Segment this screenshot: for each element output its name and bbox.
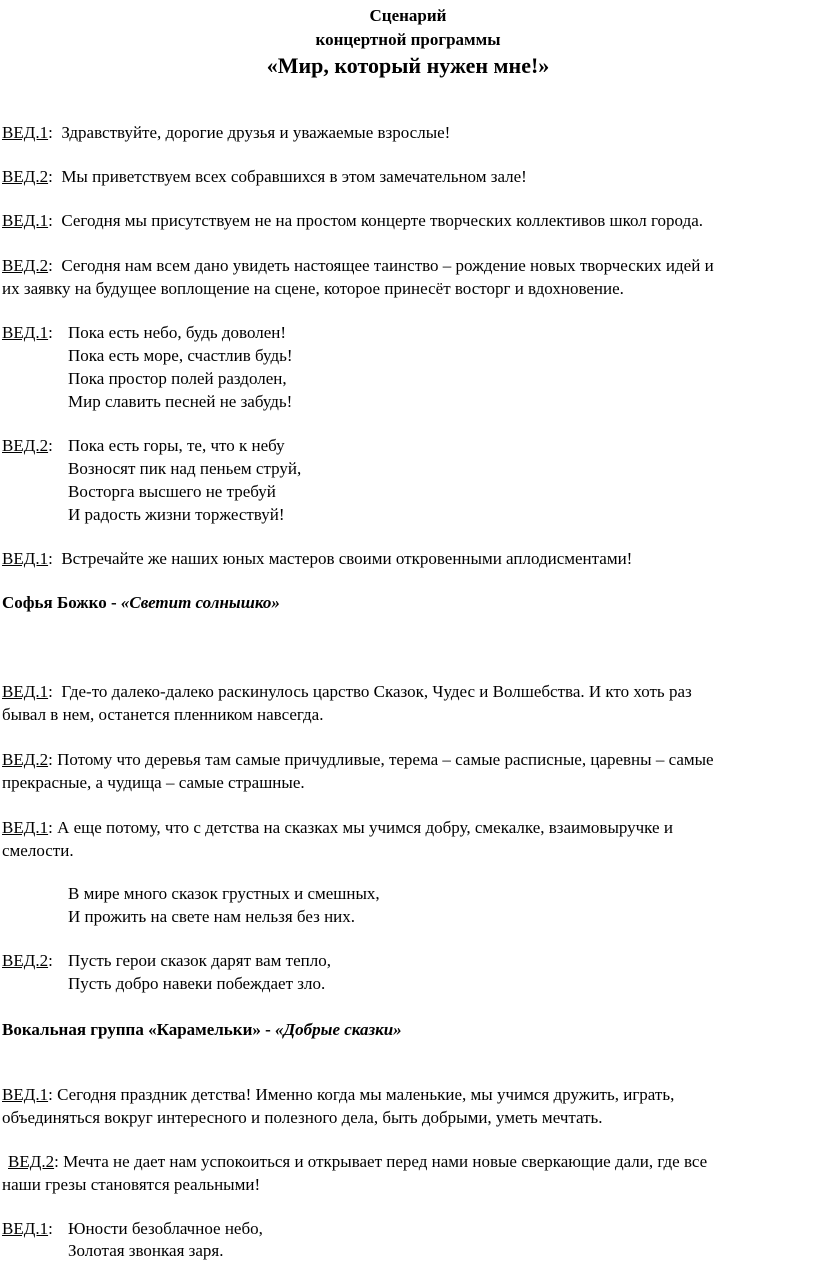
paragraph-9: ВЕД.2: Потому что деревья там самые причудливые, терема – самые расписные, царевны – самые: [2, 750, 714, 769]
paragraph-4: ВЕД.2: Сегодня нам всем дано увидеть настоящее таинство – рождение новых творческих идей и: [2, 256, 714, 275]
poem-1-line-3: Пока простор полей раздолен,: [68, 369, 287, 388]
paragraph-text: Мечта не дает нам успокоиться и открывает перед нами новые сверкающие дали, где все: [63, 1152, 708, 1171]
song-title: «Светит солнышко»: [120, 593, 280, 612]
paragraph-text: Где-то далеко-далеко раскинулось царство Сказок, Чудес и Волшебства. И кто хоть раз: [61, 682, 692, 701]
speaker-label: ВЕД.1: [2, 818, 49, 837]
title-line-2: концертной программы: [315, 30, 501, 49]
poem-1-line-1: Пока есть небо, будь доволен!: [68, 323, 287, 342]
poem-1-line-2: Пока есть море, счастлив будь!: [68, 346, 293, 365]
verse-line-1: В мире много сказок грустных и смешных,: [68, 884, 380, 903]
paragraph-9-cont: прекрасные, а чудища – самые страшные.: [2, 773, 305, 792]
paragraph-8: ВЕД.1: Где-то далеко-далеко раскинулось царство Сказок, Чудес и Волшебства. И кто хоть раз: [2, 682, 692, 701]
poem-1-speaker: ВЕД.1:: [2, 323, 53, 342]
paragraph-12-cont: объединяться вокруг интересного и полезного дела, быть добрыми, уметь мечтать.: [2, 1108, 603, 1127]
poem-1-line-4: Мир славить песней не забудь!: [68, 392, 293, 411]
poem-3-line-1: Пусть герои сказок дарят вам тепло,: [68, 951, 331, 970]
title-line-1: Сценарий: [369, 6, 447, 25]
speaker-label: ВЕД.1: [2, 123, 49, 142]
speaker-label: ВЕД.2: [2, 951, 49, 970]
paragraph-13-cont: наши грезы становятся реальными!: [2, 1175, 261, 1194]
poem-2-speaker: ВЕД.2:: [2, 436, 53, 455]
poem-3-line-2: Пусть добро навеки побеждает зло.: [68, 974, 326, 993]
poem-4-speaker: ВЕД.1:: [2, 1219, 53, 1238]
paragraph-2: ВЕД.2: Мы приветствуем всех собравшихся в этом замечательном зале!: [2, 167, 527, 186]
song-title: «Добрые сказки»: [275, 1020, 402, 1039]
paragraph-8-cont: бывал в нем, останется пленником навсегда.: [2, 705, 324, 724]
poem-4-line-2: Золотая звонкая заря.: [68, 1241, 224, 1260]
speaker-label: ВЕД.2: [8, 1152, 55, 1171]
paragraph-text: А еще потому, что с детства на сказках мы учимся добру, смекалке, взаимовыручке и: [57, 818, 673, 837]
paragraph-text: Сегодня праздник детства! Именно когда мы маленькие, мы учимся дружить, играть,: [57, 1085, 675, 1104]
speaker-label: ВЕД.1: [2, 211, 49, 230]
speaker-label: ВЕД.2: [2, 436, 49, 455]
paragraph-text: Мы приветствуем всех собравшихся в этом замечательном зале!: [61, 167, 527, 186]
poem-3-speaker: ВЕД.2:: [2, 951, 53, 970]
paragraph-text: Здравствуйте, дорогие друзья и уважаемые взрослые!: [61, 123, 451, 142]
paragraph-3: ВЕД.1: Сегодня мы присутствуем не на простом концерте творческих коллективов школ города.: [2, 211, 704, 230]
speaker-label: ВЕД.1: [2, 549, 49, 568]
poem-2-line-3: Восторга высшего не требуй: [68, 482, 276, 501]
speaker-label: ВЕД.1: [2, 1219, 49, 1238]
paragraph-10-cont: смелости.: [2, 841, 74, 860]
performer-name: Вокальная группа «Карамельки» -: [2, 1020, 276, 1039]
performance-1: [2, 592, 280, 614]
title-line-3: «Мир, который нужен мне!»: [266, 53, 550, 78]
paragraph-4-cont: их заявку на будущее воплощение на сцене, которое принесёт восторг и вдохновение.: [2, 279, 624, 298]
speaker-label: ВЕД.2: [2, 750, 49, 769]
verse-line-2: И прожить на свете нам нельзя без них.: [68, 907, 356, 926]
poem-2-line-2: Возносят пик над пеньем струй,: [68, 459, 302, 478]
poem-2-line-1: Пока есть горы, те, что к небу: [68, 436, 285, 455]
paragraph-13: ВЕД.2: Мечта не дает нам успокоиться и открывает перед нами новые сверкающие дали, где все: [8, 1152, 708, 1171]
document-title: [0, 4, 816, 80]
paragraph-text: Потому что деревья там самые причудливые, терема – самые расписные, царевны – самые: [57, 750, 714, 769]
paragraph-text: Сегодня мы присутствуем не на простом концерте творческих коллективов школ города.: [61, 211, 704, 230]
paragraph-12: ВЕД.1: Сегодня праздник детства! Именно когда мы маленькие, мы учимся дружить, играть,: [2, 1085, 675, 1104]
poem-2-line-4: И радость жизни торжествуй!: [68, 505, 285, 524]
speaker-label: ВЕД.1: [2, 323, 49, 342]
speaker-label: ВЕД.2: [2, 256, 49, 275]
performer-name: Софья Божко -: [2, 593, 121, 612]
poem-4-line-1: Юности безоблачное небо,: [68, 1219, 263, 1238]
paragraph-text: Встречайте же наших юных мастеров своими откровенными аплодисментами!: [61, 549, 633, 568]
paragraph-7: ВЕД.1: Встречайте же наших юных мастеров своими откровенными аплодисментами!: [2, 549, 633, 568]
paragraph-1: ВЕД.1: Здравствуйте, дорогие друзья и уважаемые взрослые!: [2, 123, 451, 142]
speaker-label: ВЕД.1: [2, 682, 49, 701]
paragraph-text: Сегодня нам всем дано увидеть настоящее таинство – рождение новых творческих идей и: [61, 256, 714, 275]
speaker-label: ВЕД.2: [2, 167, 49, 186]
performance-2: [2, 1019, 402, 1041]
paragraph-10: ВЕД.1: А еще потому, что с детства на сказках мы учимся добру, смекалке, взаимовыручке и: [2, 818, 673, 837]
speaker-label: ВЕД.1: [2, 1085, 49, 1104]
